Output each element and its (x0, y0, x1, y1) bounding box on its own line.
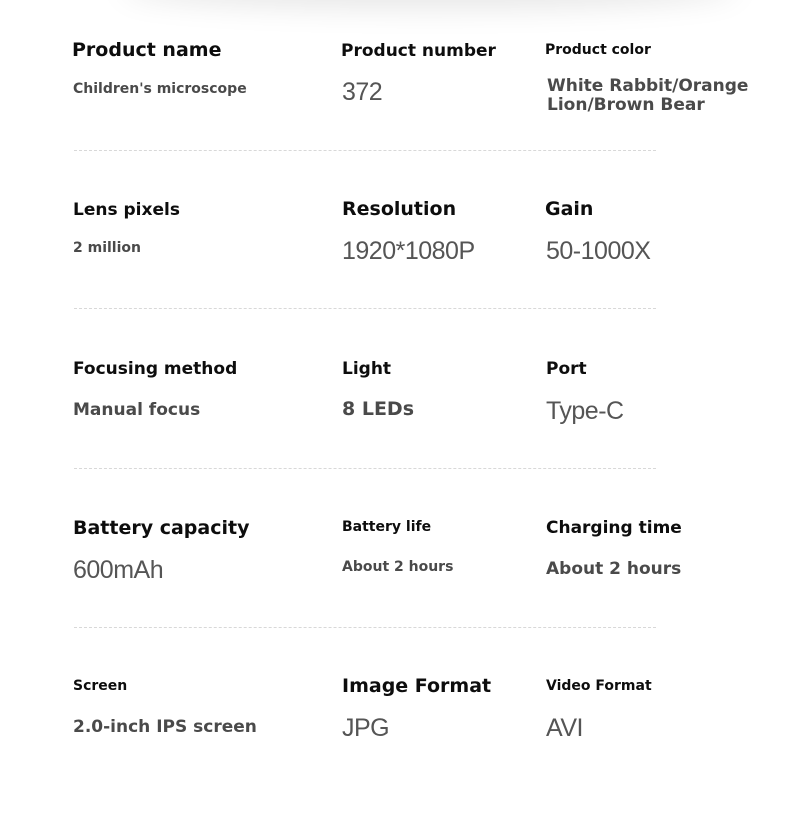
spec-value-charging-time: About 2 hours (546, 559, 682, 579)
spec-value-battery-life: About 2 hours (342, 559, 454, 575)
spec-value-product-name: Children's microscope (73, 81, 247, 97)
spec-value-resolution: 1920*1080P (342, 237, 475, 265)
spec-value-video-format: AVI (546, 714, 583, 742)
spec-value-screen: 2.0-inch IPS screen (73, 717, 257, 737)
spec-label-video-format: Video Format (546, 678, 652, 694)
spec-label-product-color: Product color (545, 42, 651, 58)
row-divider (74, 468, 656, 469)
spec-label-product-name: Product name (72, 39, 222, 61)
row-divider (74, 150, 656, 151)
spec-value-product-number: 372 (342, 78, 383, 106)
spec-label-focusing-method: Focusing method (73, 359, 238, 379)
spec-label-charging-time: Charging time (546, 518, 682, 538)
spec-label-resolution: Resolution (342, 198, 457, 220)
spec-value-light: 8 LEDs (342, 398, 415, 420)
row-divider (74, 627, 656, 628)
spec-value-port: Type-C (546, 397, 624, 425)
spec-label-gain: Gain (545, 198, 594, 220)
row-divider (74, 308, 656, 309)
spec-value-focusing-method: Manual focus (73, 400, 201, 420)
spec-label-image-format: Image Format (342, 675, 492, 697)
spec-label-product-number: Product number (341, 41, 496, 61)
spec-value-gain: 50-1000X (546, 237, 651, 265)
spec-value-product-color-line1: White Rabbit/Orange (547, 76, 749, 96)
spec-value-lens-pixels: 2 million (73, 240, 141, 256)
spec-label-light: Light (342, 359, 392, 379)
spec-value-battery-capacity: 600mAh (73, 556, 164, 584)
spec-label-lens-pixels: Lens pixels (73, 200, 180, 220)
spec-value-product-color-line2: Lion/Brown Bear (547, 95, 705, 115)
spec-value-image-format: JPG (342, 714, 390, 742)
spec-label-screen: Screen (73, 678, 128, 694)
spec-label-port: Port (546, 359, 587, 379)
spec-label-battery-life: Battery life (342, 519, 432, 535)
spec-label-battery-capacity: Battery capacity (73, 517, 250, 539)
